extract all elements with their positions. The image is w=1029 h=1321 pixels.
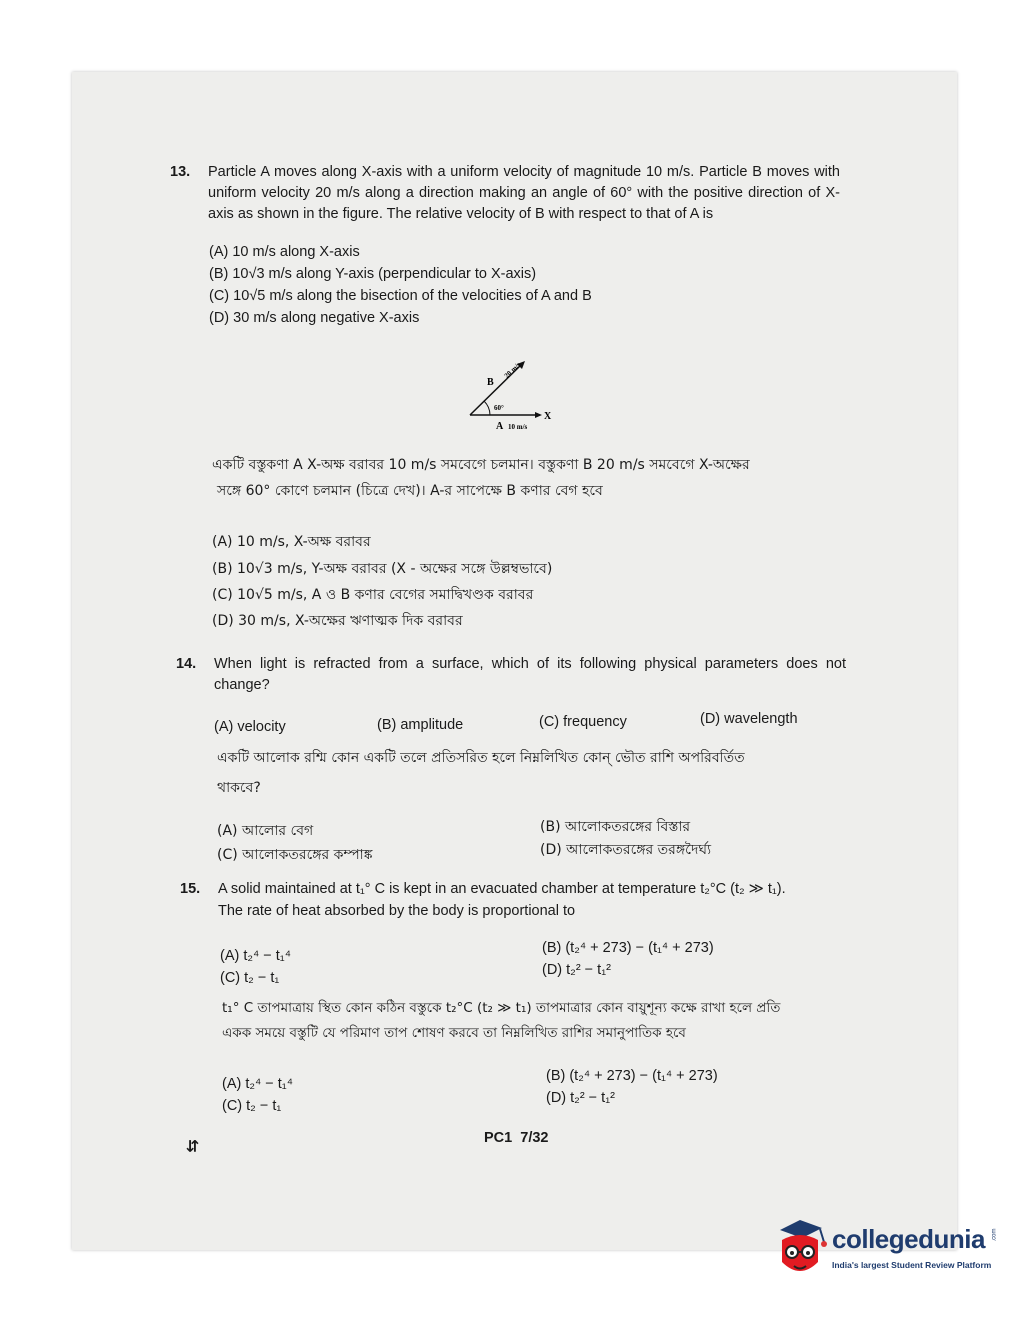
option-d: (D) wavelength [700, 711, 798, 727]
question-13 [170, 162, 850, 232]
bengali-option-b: (B) 10√3 m/s, Y-অক্ষ বরাবর (X - অক্ষের সঙ্গে উল্লম্বভাবে) [212, 561, 553, 577]
bengali-question-14-line-2: থাকবে? [217, 780, 261, 796]
mascot-icon [770, 1218, 830, 1282]
label-a: A [496, 421, 504, 432]
bengali-option-c: (C) t₂ − t₁ [222, 1098, 282, 1114]
question-number: 13. [170, 164, 191, 180]
logo-tagline: India's largest Student Review Platform [832, 1260, 992, 1270]
option-d: (D) 30 m/s along negative X-axis [209, 310, 420, 326]
question-text-line-1: A solid maintained at t₁° C is kept in an evacuated chamber at temperature t₂°C (t₂ ≫ t₁). [218, 881, 786, 897]
bengali-question-15-line-1: t₁° C তাপমাত্রায় স্থিত কোন কঠিন বস্তুকে t₂°C (t₂ ≫ t₁) তাপমাত্রার কোন বায়ুশূন্য কক্ষে রাখা হলে প্রতি [222, 1000, 781, 1016]
option-b: (B) 10√3 m/s along Y-axis (perpendicular to X-axis) [209, 266, 537, 282]
bengali-option-d: (D) আলোকতরঙ্গের তরঙ্গদৈর্ঘ্য [540, 842, 712, 858]
question-text: Particle A moves along X-axis with a uniform velocity of magnitude 10 m/s. Particle B moves with uniform velocity 20 m/s along a direction making an angle of 60° with the positive direction of X-axis as shown in the figure. The relative velocity of B with respect to that of A is [208, 164, 840, 222]
question-text-line-2: The rate of heat absorbed by the body is proportional to [218, 903, 576, 919]
label-speed-a: 10 m/s [508, 423, 528, 431]
x-arrow-head [535, 412, 542, 418]
label-speed-b: 20 m/s [502, 360, 523, 380]
question-number: 14. [176, 656, 197, 672]
bengali-question-13-line-1: একটি বস্তুকণা A X-অক্ষ বরাবর 10 m/s সমবেগে চলমান। বস্তুকণা B 20 m/s সমবেগে X-অক্ষের [212, 457, 750, 473]
option-b: (B) amplitude [377, 717, 464, 733]
label-x: X [544, 411, 552, 422]
label-angle: 60° [494, 404, 504, 412]
option-a: (A) velocity [214, 719, 286, 735]
bengali-option-d: (D) t₂² − t₁² [546, 1090, 615, 1106]
bengali-question-15-line-2: একক সময়ে বস্তুটি যে পরিমাণ তাপ শোষণ করবে তা নিম্নলিখিত রাশির সমানুপাতিক হবে [222, 1025, 686, 1041]
question-number: 15. [180, 881, 201, 897]
angle-arc [484, 401, 490, 415]
option-b: (B) (t₂⁴ + 273) − (t₁⁴ + 273) [542, 940, 714, 956]
option-a: (A) t₂⁴ − t₁⁴ [220, 948, 291, 964]
bengali-option-d: (D) 30 m/s, X-অক্ষের ঋণাত্মক দিক বরাবর [212, 613, 463, 629]
option-a: (A) 10 m/s along X-axis [209, 244, 360, 260]
bengali-question-14-line-1: একটি আলোক রশ্মি কোন একটি তলে প্রতিসরিত হলে নিম্নলিখিত কোন্ ভৌত রাশি অপরিবর্তিত [217, 750, 745, 766]
bengali-option-b: (B) (t₂⁴ + 273) − (t₁⁴ + 273) [546, 1068, 718, 1084]
option-c: (C) frequency [539, 714, 627, 730]
bengali-option-c: (C) 10√5 m/s, A ও B কণার বেগের সমাদ্বিখণ্ডক বরাবর [212, 587, 534, 603]
question-15 [180, 879, 870, 924]
option-d: (D) t₂² − t₁² [542, 962, 611, 978]
exam-page [72, 72, 957, 1250]
question-text: When light is refracted from a surface, which of its following physical parameters does not change? [214, 656, 846, 693]
option-c: (C) 10√5 m/s along the bisection of the velocities of A and B [209, 288, 592, 304]
bengali-option-a: (A) আলোর বেগ [217, 823, 314, 839]
bengali-option-a: (A) t₂⁴ − t₁⁴ [222, 1076, 293, 1092]
bengali-question-13-line-2: সঙ্গে 60° কোণে চলমান (চিত্রে দেখ)। A-র সাপেক্ষে B কণার বেগ হবে [217, 483, 603, 499]
label-b: B [487, 377, 494, 388]
option-c: (C) t₂ − t₁ [220, 970, 280, 986]
bengali-option-a: (A) 10 m/s, X-অক্ষ বরাবর [212, 534, 371, 550]
collegedunia-logo [770, 1218, 1000, 1286]
bengali-option-c: (C) আলোকতরঙ্গের কম্পাঙ্ক [217, 847, 373, 863]
page-code: PC1 7/32 [484, 1130, 549, 1146]
logo-name: collegedunia [832, 1224, 985, 1254]
velocity-figure [462, 352, 562, 432]
question-14 [176, 654, 856, 699]
side-mark: ⇆ [183, 1139, 201, 1153]
logo-suffix: .com [991, 1228, 998, 1242]
bengali-option-b: (B) আলোকতরঙ্গের বিস্তার [540, 819, 691, 835]
